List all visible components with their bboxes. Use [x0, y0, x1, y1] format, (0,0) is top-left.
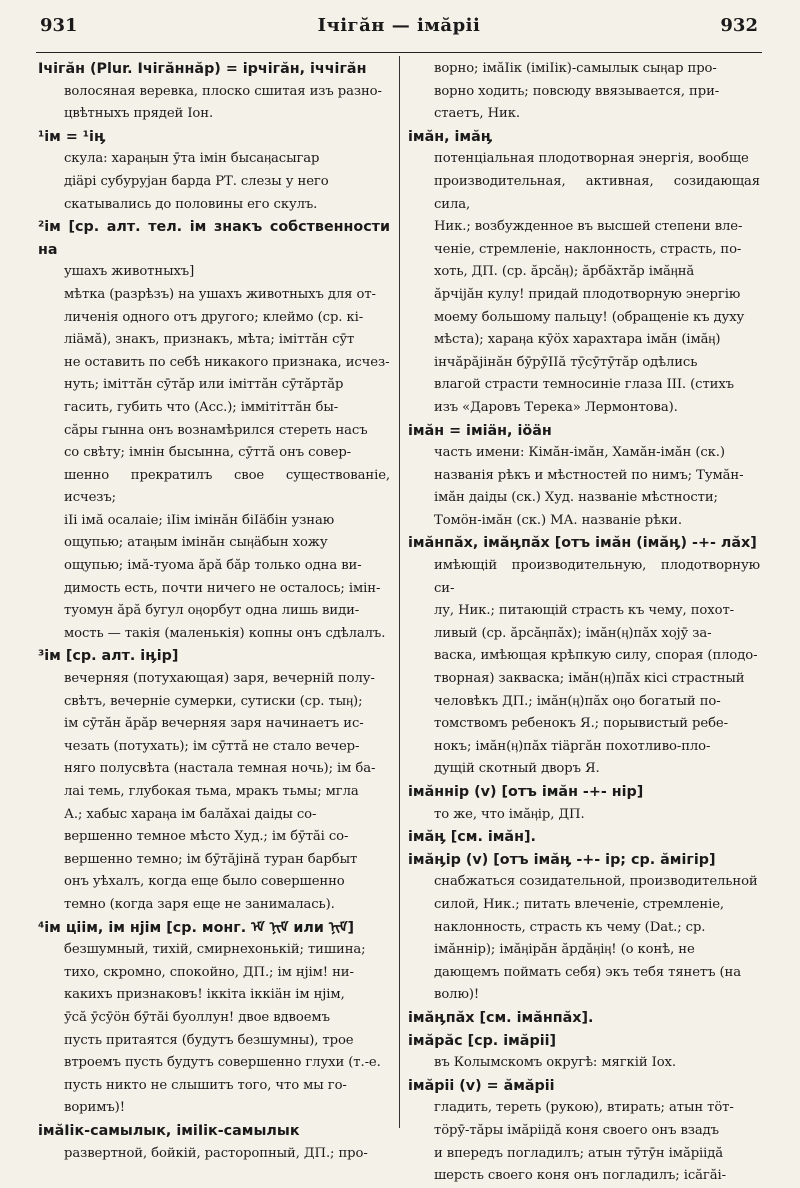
entry-line: васка, имѣющая крѣпкую силу, спорая (плодо-: [434, 648, 758, 664]
entry-headword: імăріі (v) = ăмăріі: [408, 1077, 555, 1094]
entry-line: димость есть, почти ничего не осталось; імін-: [64, 580, 381, 596]
entry-line: дущій скотный дворъ Я.: [434, 761, 600, 777]
entry-line: ӯсă ӯсӯöн бӯтăі буоллун! двое вдвоемъ: [64, 1009, 330, 1025]
entry-headword: імăӊ [см. імăн].: [408, 829, 536, 846]
entry-line: чезать (потухать); ім сӯттă не стало вечер-: [64, 738, 360, 754]
entry-line: моему большому пальцу! (обращеніе къ духу: [434, 309, 745, 325]
page-number-right: 932: [720, 14, 758, 36]
entry-line: пусть никто не слышитъ того, что мы го-: [64, 1077, 347, 1093]
entry-line: наклонность, страсть къ чему (Dat.; ср.: [434, 919, 706, 935]
entry-line: волосяная веревка, плоско сшитая изъ разно-: [64, 83, 382, 99]
entry-line: туомун ăрă бугул оӊорбут одна лишь види-: [64, 603, 360, 619]
entry-line: шенно прекратилъ свое существованіе, исчезъ;: [64, 467, 390, 506]
entry-line: томствомъ ребенокъ Я.; порывистый ребе-: [434, 716, 728, 732]
entry-line: темно (когда заря еще не занималась).: [64, 896, 335, 912]
entry-line: скула: хараӊын ӯта імін бысаӊасыгар: [64, 151, 320, 167]
entry-line: іӀі імă осалаіе; іӀім імінăн біӀӓбін узнаю: [64, 512, 335, 528]
entry-line: ченіе, стремленіе, наклонность, страсть, по-: [434, 241, 742, 257]
entry-line: вечерняя (потухающая) заря, вечерній полу-: [64, 671, 375, 687]
entry-line: Ник.; возбужденное въ высшей степени вле-: [434, 219, 743, 235]
entry-line: влагой страсти темносиніе глаза ІІІ. (стихъ: [434, 377, 734, 393]
entry-headword: ³ім [ср. алт. іӊір]: [38, 648, 179, 665]
entry-line: мѣста); хараӊа кӯöх харахтара імăн (імăӊ): [434, 332, 721, 348]
entry-line: няго полусвѣта (настала темная ночь); ім ба-: [64, 761, 376, 777]
entry-line: мѣтка (разрѣзъ) на ушахъ животныхъ для от-: [64, 286, 376, 302]
entry-line: Томöн-імăн (ск.) МА. названіе рѣки.: [434, 512, 682, 528]
entry-line: со свѣту; імнін бысынна, сӯттă онъ совер-: [64, 445, 352, 461]
entry-line: свѣтъ, вечерніе сумерки, сутиски (ср. тыӊ);: [64, 693, 363, 709]
entry-line: безшумный, тихій, смирнехонькій; тишина;: [64, 942, 366, 958]
entry-headword: імăӊпăх [см. імăнпăх].: [408, 1009, 594, 1026]
entry-line: ворно ходить; повсюду ввязывается, при-: [434, 83, 720, 99]
entry-headword: імăн = іміäн, іöäн: [408, 422, 552, 439]
entry-line: и впередъ погладилъ; атын тӯтӯн імăріідă: [434, 1145, 724, 1161]
entry-headword: ⁴ім ціім, ім нјім [ср. монг. ᠡᠮ ᠨᠢᠮ или ᠨᠢᠮ]: [38, 919, 355, 936]
entry-line: дающемъ поймать себя) экъ тебя тянетъ (на: [434, 964, 742, 980]
entry-headword: імăІік-самылык, іміІік-самылык: [38, 1122, 300, 1139]
entry-line: въ Колымскомъ округѣ: мягкій Іох.: [434, 1055, 676, 1071]
entry-line: лу, Ник.; питающій страсть къ чему, похот-: [434, 603, 735, 619]
entry-line: ăрчіjăн кулу! придай плодотворную энергію: [434, 286, 741, 302]
left-column: [38, 58, 390, 1161]
entry-line: гасить, губить что (Acc.); іммітіттăн бы-: [64, 399, 339, 415]
entry-line: воримъ)!: [64, 1100, 125, 1116]
entry-line: развертной, бойкій, расторопный, ДП.; про-: [64, 1145, 368, 1161]
entry-headword: імăнпăх, імăӊпăх [отъ імăн (імăӊ) -+- лăх]: [408, 535, 757, 552]
entry-line: имѣющій производительную, плодотворную си-: [434, 558, 760, 596]
entry-line: ліäмă), знакъ, признакъ, мѣта; іміттăн сӯт: [64, 332, 355, 348]
entry-line: то же, что імăӊір, ДП.: [434, 806, 585, 822]
entry-line: ім сӯтăн ăрăр вечерняя заря начинаетъ ис-: [64, 716, 364, 732]
entry-line: личенія одного отъ другого; клеймо (ср. кі-: [64, 309, 364, 325]
entry-headword: імăннір (v) [отъ імăн -+- нір]: [408, 784, 644, 800]
entry-line: вершенно темное мѣсто Худ.; ім бӯтăі со-: [64, 829, 349, 845]
entry-line: стаетъ, Ник.: [434, 106, 520, 122]
entry-line: ливый (ср. ăрсăӊпăх); імăн(ӊ)пăх хоjӯ за-: [434, 625, 712, 641]
entry-line: человѣкъ ДП.; імăн(ӊ)пăх оӊо богатый по-: [434, 693, 721, 709]
running-head: Ічігăн — імăріі: [317, 14, 481, 36]
entry-line: не оставить по себѣ никакого признака, исчез-: [64, 354, 390, 370]
entry-line: імăн даіды (ск.) Худ. названіе мѣстности;: [434, 490, 718, 506]
entry-line: ворно; імăІік (іміІік)-самылык сыӊар про-: [434, 61, 717, 76]
entry-line: скатывались до половины его скулъ.: [64, 196, 318, 212]
entry-line: снабжаться созидательной, производительной: [434, 874, 758, 890]
entry-line: сăры гынна онъ вознамѣрился стереть насъ: [64, 422, 368, 438]
entry-line: тихо, скромно, спокойно, ДП.; ім нјім! ни-: [64, 964, 354, 980]
entry-line: силой, Ник.; питать влеченіе, стремленіе,: [434, 896, 725, 912]
entry-line: производительная, активная, созидающая сила,: [434, 173, 760, 212]
entry-headword: імăӊір (v) [отъ імăӊ -+- ір; ср. ăмігір]: [408, 851, 716, 868]
entry-headword: імăрăс [ср. імăріі]: [408, 1032, 557, 1049]
entry-line: втроемъ пусть будутъ совершенно глухи (т.-е.: [64, 1055, 381, 1071]
entry-line: імăннір); імăӊірăн ăрдăӊіӊ! (о конѣ, не: [434, 942, 695, 958]
entry-line: ощупью; імă-туома ăрă бăр только одна ви-: [64, 558, 362, 574]
entry-line: часть имени: Кімăн-імăн, Хамăн-імăн (ск.): [434, 445, 725, 461]
entry-line: пусть притаятся (будутъ безшумны), трое: [64, 1032, 354, 1048]
entry-line: лаі темь, глубокая тьма, мракъ тьмы; мгла: [64, 784, 359, 799]
entry-line: онъ уѣхалъ, когда еще было совершенно: [64, 874, 345, 890]
entry-line: А.; хабыс хараӊа ім балăхаі даіды со-: [64, 806, 317, 822]
entry-headword: імăн, імăӊ: [408, 128, 493, 145]
entry-line: названія рѣкъ и мѣстностей по нимъ; Тумăн-: [434, 467, 744, 483]
entry-line: нокъ; імăн(ӊ)пăх тіäргăн похотливо-пло-: [434, 738, 711, 754]
entry-line: какихъ признаковъ! іккіта іккіäн ім нјім,: [64, 987, 345, 1003]
entry-headword: ²ім [ср. алт. тел. ім знакъ собственности на: [38, 219, 390, 258]
entry-line: ощупью; атаӊым імінăн сыӊӓбын хожу: [64, 535, 328, 551]
entry-line: діäрі субуруjан барда РТ. слезы у него: [64, 173, 329, 189]
entry-line: творная) закваска; імăн(ӊ)пăх кісі страстный: [434, 671, 745, 687]
entry-line: нуть; іміттăн сӯтăр или іміттăн сӯтăртăр: [64, 377, 344, 393]
entry-line: волю)!: [434, 987, 480, 1003]
header-rule: [36, 52, 762, 53]
entry-line: хоть, ДП. (ср. ăрсăӊ); ăрбăхтăр імăӊнă: [434, 264, 695, 280]
right-column: [408, 58, 760, 1184]
entry-headword: ¹ім = ¹іӊ: [38, 128, 106, 145]
entry-line: цвѣтныхъ прядей Іон.: [64, 106, 214, 122]
page-number-left: 931: [40, 14, 78, 36]
entry-line: шерсть своего коня онъ погладилъ; ісăгăі-: [434, 1168, 726, 1184]
page-header: [40, 8, 758, 42]
entry-line: тӧрӯ-тăры імăріідă коня своего онъ взадъ: [434, 1122, 719, 1138]
entry-line: потенціальная плодотворная энергія, вообще: [434, 151, 749, 167]
entry-line: гладить, тереть (рукою), втирать; атын тӧт-: [434, 1100, 734, 1116]
entry-line: інчăрăjінăн бӯрӯІІă тӯсӯтӯтăр одѣлись: [434, 354, 698, 370]
entry-headword: Ічігăн (Plur. Ічігăннăр) = ірчігăн, іччігăн: [38, 61, 367, 77]
entry-line: изъ «Даровъ Терека» Лермонтова).: [434, 399, 678, 415]
column-divider: [399, 56, 400, 1128]
entry-line: мость — такія (маленькія) копны онъ сдѣлалъ.: [64, 625, 386, 641]
entry-line: ушахъ животныхъ]: [64, 264, 195, 280]
entry-line: вершенно темно; ім бӯтăjінă туран барбыт: [64, 851, 358, 867]
